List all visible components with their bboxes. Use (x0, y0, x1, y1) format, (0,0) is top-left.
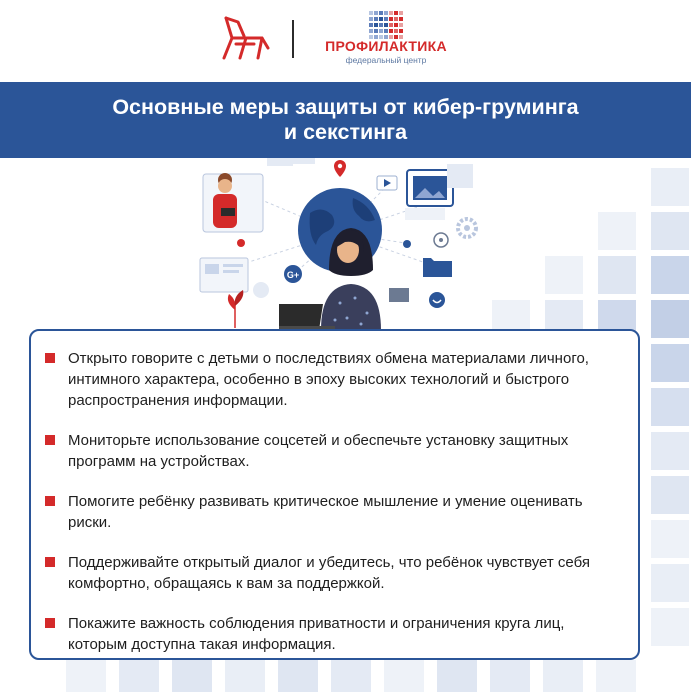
decor-square (651, 168, 689, 206)
decor-square (651, 212, 689, 250)
gear-icon (434, 219, 476, 247)
decor-square (651, 476, 689, 514)
whatsapp-icon (429, 292, 445, 308)
decor-square (651, 564, 689, 602)
decor-square (651, 608, 689, 646)
image-icon (407, 170, 453, 206)
measures-list (45, 348, 625, 674)
bullet-square-icon (45, 435, 55, 445)
list-item (45, 491, 625, 533)
banner-title-line-2: и секстинга (283, 120, 408, 144)
bullet-square-icon (45, 618, 55, 628)
measure-text: Открыто говорите с детьми о последствиях обмена материалами личного, интимного характера, особенно в эпоху высоких технологий и быстрого распространения информации. (68, 350, 589, 409)
plant-icon (228, 290, 243, 328)
grid-logo-icon (369, 11, 403, 39)
brand-name: ПРОФИЛАКТИКА (325, 38, 447, 54)
google-plus-icon (284, 265, 302, 283)
svg-text:G+: G+ (286, 270, 300, 280)
banner-title-line-1: Основные меры защиты от кибер-груминга (112, 95, 579, 119)
list-item (45, 430, 625, 472)
title-banner (0, 82, 691, 158)
decor-square (598, 256, 636, 294)
decor-square (545, 256, 583, 294)
bullet-square-icon (45, 557, 55, 567)
brand-subtitle: федеральный центр (345, 55, 427, 65)
list-item (45, 552, 625, 594)
measure-text: Поддерживайте открытый диалог и убедитесь, что ребёнок чувствует себя комфортно, обращаясь к вам за поддержкой. (68, 554, 590, 592)
decor-square (651, 432, 689, 470)
measure-text: Помогите ребёнку развивать критическое мышление и умение оценивать риски. (68, 493, 583, 531)
video-call-card (203, 173, 263, 232)
decor-square (651, 520, 689, 558)
bullet-square-icon (45, 496, 55, 506)
cyber-illustration (185, 158, 495, 330)
decor-square (651, 300, 689, 338)
list-item (45, 613, 625, 655)
decor-square (651, 388, 689, 426)
logo-divider (292, 20, 294, 58)
measure-text: Покажите важность соблюдения приватности и ограничения круга лиц, которым доступна такая информация. (68, 615, 565, 653)
list-item (45, 348, 625, 411)
linkedin-icon (253, 282, 269, 298)
decor-square (651, 256, 689, 294)
header (0, 0, 691, 82)
measure-text: Мониторьте использование соцсетей и обеспечьте установку защитных программ на устройствах. (68, 432, 569, 470)
decor-square (598, 212, 636, 250)
decor-square (651, 344, 689, 382)
bullet-square-icon (45, 353, 55, 363)
folder-icon (423, 258, 452, 277)
chair-logo-icon (218, 14, 272, 62)
measures-card (29, 329, 640, 660)
location-pin-icon (334, 160, 346, 177)
play-icon (377, 176, 397, 190)
